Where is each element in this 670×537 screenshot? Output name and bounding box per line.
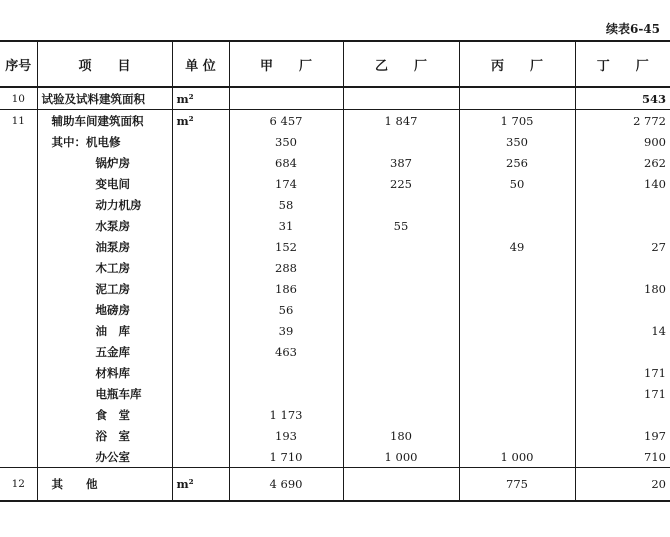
row-plant-c: 50 [459, 173, 575, 194]
header-plant-c: 丙 厂 [459, 41, 575, 87]
row-plant-b: 180 [343, 425, 459, 446]
row-plant-a: 152 [229, 236, 343, 257]
row-plant-c: 1 705 [459, 110, 575, 132]
row-item: 其 他 [37, 468, 172, 502]
row-unit: m² [172, 110, 229, 132]
row-seq [0, 299, 37, 320]
row-plant-c [459, 341, 575, 362]
row-plant-d [575, 299, 670, 320]
row-unit: m² [172, 468, 229, 502]
row-unit [172, 341, 229, 362]
row-plant-b [343, 383, 459, 404]
row-unit [172, 257, 229, 278]
header-plant-a: 甲 厂 [229, 41, 343, 87]
table-row-subitem [0, 152, 670, 173]
row-plant-d: 710 [575, 446, 670, 468]
row-plant-b: 225 [343, 173, 459, 194]
row-seq [0, 362, 37, 383]
row-plant-d: 197 [575, 425, 670, 446]
row-item: 锅炉房 [37, 152, 172, 173]
row-plant-c: 256 [459, 152, 575, 173]
row-seq: 10 [11, 92, 25, 105]
row-plant-b [343, 236, 459, 257]
row-plant-c: 350 [459, 131, 575, 152]
row-item: 浴 室 [37, 425, 172, 446]
row-plant-b [343, 362, 459, 383]
row-item: 辅助车间建筑面积 [37, 110, 172, 132]
row-seq: 12 [0, 468, 37, 502]
row-plant-c [459, 215, 575, 236]
row-item: 试验及试料建筑面积 [37, 87, 172, 110]
row-plant-d: 27 [575, 236, 670, 257]
row-plant-d: 543 [575, 87, 670, 110]
row-seq [0, 278, 37, 299]
row-unit [172, 425, 229, 446]
row-plant-a: 4 690 [229, 468, 343, 502]
row-seq [0, 425, 37, 446]
row-item: 电瓶车库 [37, 383, 172, 404]
row-plant-a [229, 383, 343, 404]
row-seq [0, 383, 37, 404]
row-plant-d: 171 [575, 362, 670, 383]
header-plant-b: 乙 厂 [343, 41, 459, 87]
table-row-10 [0, 87, 670, 110]
row-plant-c [459, 425, 575, 446]
row-plant-b: 1 000 [343, 446, 459, 468]
row-seq [0, 446, 37, 468]
table-row-subitem [0, 362, 670, 383]
row-plant-a [229, 87, 343, 110]
row-plant-c: 775 [459, 468, 575, 502]
row-plant-b: 387 [343, 152, 459, 173]
row-plant-b [343, 278, 459, 299]
table-row-subitem [0, 320, 670, 341]
row-seq [0, 152, 37, 173]
row-plant-c [459, 194, 575, 215]
row-plant-b [343, 131, 459, 152]
header-item: 项 目 [37, 41, 172, 87]
row-seq [0, 131, 37, 152]
table-caption: 续表6-45 [605, 22, 660, 36]
data-table [0, 40, 670, 502]
table-row-12 [0, 468, 670, 502]
row-plant-a: 350 [229, 131, 343, 152]
table-row-subitem [0, 215, 670, 236]
row-plant-d: 20 [575, 468, 670, 502]
row-seq [0, 341, 37, 362]
row-plant-c [459, 278, 575, 299]
row-plant-d [575, 257, 670, 278]
row-plant-a: 463 [229, 341, 343, 362]
row-unit [172, 404, 229, 425]
row-plant-d: 171 [575, 383, 670, 404]
table-row-subitem [0, 173, 670, 194]
row-plant-a: 684 [229, 152, 343, 173]
row-item: 动力机房 [37, 194, 172, 215]
row-item: 油 库 [37, 320, 172, 341]
row-plant-a: 31 [229, 215, 343, 236]
row-plant-b [343, 404, 459, 425]
row-plant-d [575, 215, 670, 236]
row-item: 油泵房 [37, 236, 172, 257]
row-plant-b: 1 847 [343, 110, 459, 132]
row-item: 办公室 [37, 446, 172, 468]
row-unit [172, 383, 229, 404]
row-seq [0, 215, 37, 236]
row-plant-a [229, 362, 343, 383]
row-unit [172, 278, 229, 299]
row-plant-d: 2 772 [575, 110, 670, 132]
row-plant-b [343, 87, 459, 110]
row-plant-b [343, 194, 459, 215]
row-unit [172, 173, 229, 194]
row-plant-a: 186 [229, 278, 343, 299]
row-seq [0, 320, 37, 341]
row-plant-a: 39 [229, 320, 343, 341]
table-row-subitem [0, 257, 670, 278]
row-unit [172, 446, 229, 468]
row-item: 材料库 [37, 362, 172, 383]
row-plant-d: 180 [575, 278, 670, 299]
header-row [0, 41, 670, 87]
row-unit [172, 215, 229, 236]
row-plant-b [343, 299, 459, 320]
row-item: 泥工房 [37, 278, 172, 299]
row-plant-b [343, 341, 459, 362]
row-plant-a: 288 [229, 257, 343, 278]
row-item: 木工房 [37, 257, 172, 278]
row-plant-c [459, 87, 575, 110]
row-plant-d: 14 [575, 320, 670, 341]
row-unit: m² [172, 87, 229, 110]
row-plant-d [575, 194, 670, 215]
row-seq [0, 194, 37, 215]
row-plant-d [575, 404, 670, 425]
row-plant-c [459, 404, 575, 425]
row-plant-a: 1 173 [229, 404, 343, 425]
header-unit: 单 位 [172, 41, 229, 87]
row-seq [0, 257, 37, 278]
row-plant-b: 55 [343, 215, 459, 236]
row-seq [0, 173, 37, 194]
row-unit [172, 152, 229, 173]
row-plant-c: 49 [459, 236, 575, 257]
row-plant-d: 900 [575, 131, 670, 152]
row-unit [172, 362, 229, 383]
row-seq [0, 404, 37, 425]
row-plant-a: 174 [229, 173, 343, 194]
row-unit [172, 320, 229, 341]
row-plant-c [459, 383, 575, 404]
row-plant-c [459, 299, 575, 320]
table-row-subitem [0, 404, 670, 425]
row-plant-d: 262 [575, 152, 670, 173]
row-plant-c [459, 320, 575, 341]
row-seq: 11 [0, 110, 37, 132]
row-unit [172, 194, 229, 215]
table-row-subitem [0, 383, 670, 404]
row-item: 变电间 [37, 173, 172, 194]
table-row-subitem [0, 341, 670, 362]
table-row-subitem [0, 425, 670, 446]
header-plant-d: 丁 厂 [575, 41, 670, 87]
table-row-11 [0, 110, 670, 132]
row-item: 水泵房 [37, 215, 172, 236]
header-seq: 序号 [0, 41, 37, 87]
row-plant-b [343, 320, 459, 341]
row-plant-c [459, 257, 575, 278]
row-plant-c [459, 362, 575, 383]
row-unit [172, 131, 229, 152]
row-plant-a: 193 [229, 425, 343, 446]
row-plant-a: 1 710 [229, 446, 343, 468]
row-plant-b [343, 468, 459, 502]
table-row-subitem [0, 299, 670, 320]
row-plant-d: 140 [575, 173, 670, 194]
row-plant-a: 6 457 [229, 110, 343, 132]
row-unit [172, 236, 229, 257]
row-unit [172, 299, 229, 320]
row-item: 食 堂 [37, 404, 172, 425]
table-row-subitem [0, 194, 670, 215]
row-plant-a: 56 [229, 299, 343, 320]
row-item: 其中：机电修 [37, 131, 172, 152]
row-plant-d [575, 341, 670, 362]
table-row-subitem [0, 446, 670, 468]
table-row-subitem [0, 131, 670, 152]
row-plant-c: 1 000 [459, 446, 575, 468]
row-plant-a: 58 [229, 194, 343, 215]
row-seq [0, 236, 37, 257]
row-item: 五金库 [37, 341, 172, 362]
table-row-subitem [0, 278, 670, 299]
row-item: 地磅房 [37, 299, 172, 320]
row-plant-b [343, 257, 459, 278]
table-row-subitem [0, 236, 670, 257]
